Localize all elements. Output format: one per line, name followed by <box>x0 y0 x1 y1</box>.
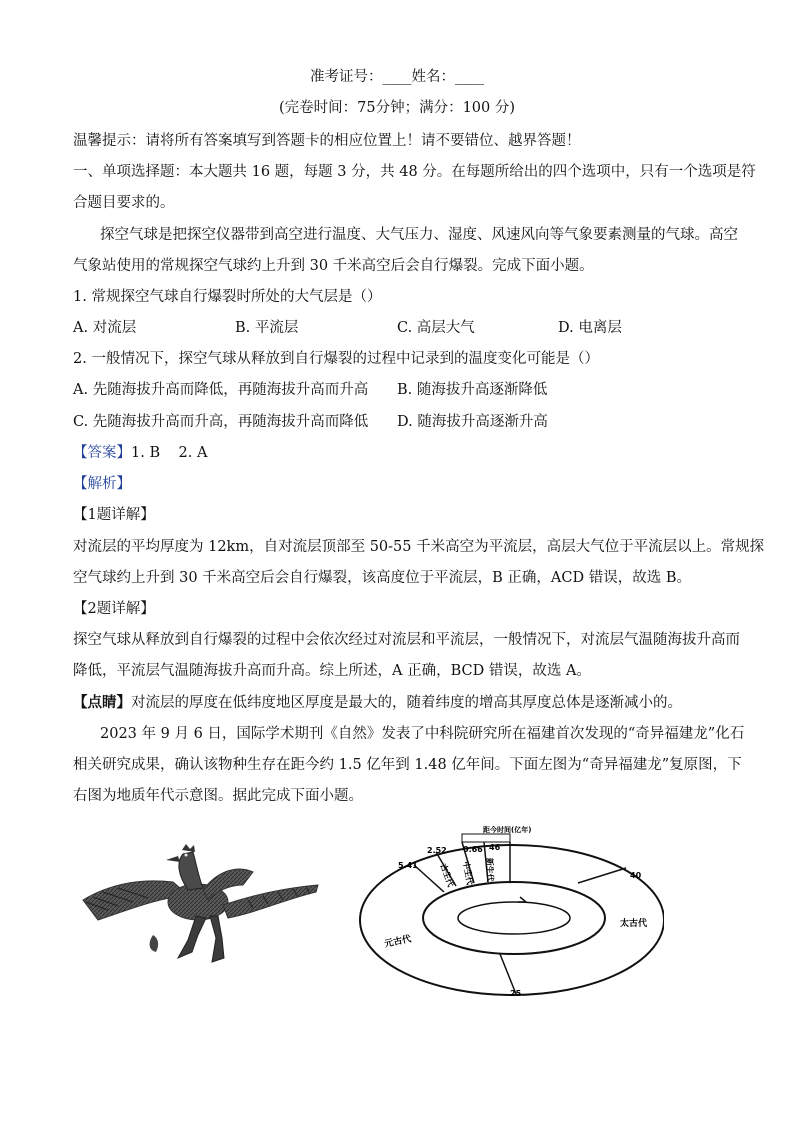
tick-46: 46 <box>489 843 501 852</box>
tick-0-66: 0.66 <box>463 845 483 854</box>
tip-line <box>73 696 682 711</box>
passage1-line2: 气象站使用的常规探空气球约上升到 30 千米高空后会自行爆裂。完成下面小题。 <box>73 258 594 274</box>
passage2-line1: 2023 年 9 月 6 日，国际学术期刊《自然》发表了中科院研究所在福建首次发现的“奇异福建龙”化石 <box>100 726 745 742</box>
passage2-line3: 右图为地质年代示意图。据此完成下面小题。 <box>73 788 363 804</box>
tip-label: 【点睛】 <box>73 694 131 711</box>
detail1-line1: 对流层的平均厚度为 12km，自对流层顶部至 50-55 千米高空为平流层，高层大气位于平流层以上。常规探 <box>73 539 765 555</box>
tick-25: 25 <box>510 989 522 998</box>
dinosaur-drawing <box>78 840 323 970</box>
question1-option-b: B. 平流层 <box>235 320 299 336</box>
question1-option-a: A. 对流层 <box>73 320 137 336</box>
passage1-line1: 探空气球是把探空仪器带到高空进行温度、大气压力、湿度、风速风向等气象要素测量的气球。高空 <box>100 227 738 243</box>
era-paleozoic: 古生代 <box>438 862 456 889</box>
fujianvenator-restoration-illustration <box>78 840 323 970</box>
detail2-line1: 探空气球从释放到自行爆裂的过程中会依次经过对流层和平流层，一般情况下，对流层气温随海拔升高而 <box>73 632 740 648</box>
detail1-line2: 空气球约上升到 30 千米高空后会自行爆裂，该高度位于平流层，B 正确，ACD 错误，故选 B。 <box>73 570 691 586</box>
reminder: 温馨提示：请将所有答案填写到答题卡的相应位置上！请不要错位、越界答题！ <box>73 133 581 149</box>
detail2-line2: 降低，平流层气温随海拔升高而升高。综上所述，A 正确，BCD 错误，故选 A。 <box>73 663 591 679</box>
era-proterozoic: 元古代 <box>383 934 413 950</box>
era-mesozoic: 中生代 <box>461 860 475 886</box>
question1-stem: 1. 常规探空气球自行爆裂时所处的大气层是（） <box>73 289 382 305</box>
era-archean: 太古代 <box>620 919 648 929</box>
question2-option-b: B. 随海拔升高逐渐降低 <box>397 382 548 398</box>
geologic-time-diagram <box>348 820 664 1000</box>
answer-label: 【答案】 <box>73 445 131 461</box>
tick-5-41: 5.41 <box>398 861 418 870</box>
answer-line <box>73 446 207 461</box>
detail1-label: 【1题详解】 <box>73 507 155 523</box>
detail2-label: 【2题详解】 <box>73 601 155 617</box>
analysis-label: 【解析】 <box>73 476 131 492</box>
section-heading-line2: 合题目要求的。 <box>73 195 175 211</box>
question1-option-d: D. 电离层 <box>558 320 622 336</box>
question2-option-d: D. 随海拔升高逐渐升高 <box>397 414 548 430</box>
tick-2-52: 2.52 <box>427 846 447 855</box>
question2-stem: 2. 一般情况下，探空气球从释放到自行爆裂的过程中记录到的温度变化可能是（） <box>73 351 599 367</box>
question2-option-c: C. 先随海拔升高而升高，再随海拔升高而降低 <box>73 414 369 430</box>
question1-option-c: C. 高层大气 <box>397 320 475 336</box>
geologic-time-svg <box>348 820 664 1000</box>
exam-time-line: (完卷时间：75分钟；满分：100 分) <box>278 100 516 116</box>
id-name-line: 准考证号：____姓名：____ <box>310 69 484 85</box>
era-cenozoic: 新生代 <box>484 857 495 882</box>
tip-text: 对流层的厚度在低纬度地区厚度是最大的，随着纬度的增高其厚度总体是逐渐减小的。 <box>131 695 682 711</box>
answer-values: 1. B 2. A <box>131 445 208 461</box>
section-heading-line1: 一、单项选择题：本大题共 16 题，每题 3 分，共 48 分。在每题所给出的四个选项中，只有一个选项是符 <box>73 164 756 180</box>
diagram-title: 距今时间(亿年) <box>483 826 532 834</box>
question2-option-a: A. 先随海拔升高而降低，再随海拔升高而升高 <box>73 382 369 398</box>
passage2-line2: 相关研究成果，确认该物种生存在距今约 1.5 亿年到 1.48 亿年间。下面左图为“奇异福建龙”复原图，下 <box>73 757 742 773</box>
tick-40: 40 <box>630 871 642 880</box>
